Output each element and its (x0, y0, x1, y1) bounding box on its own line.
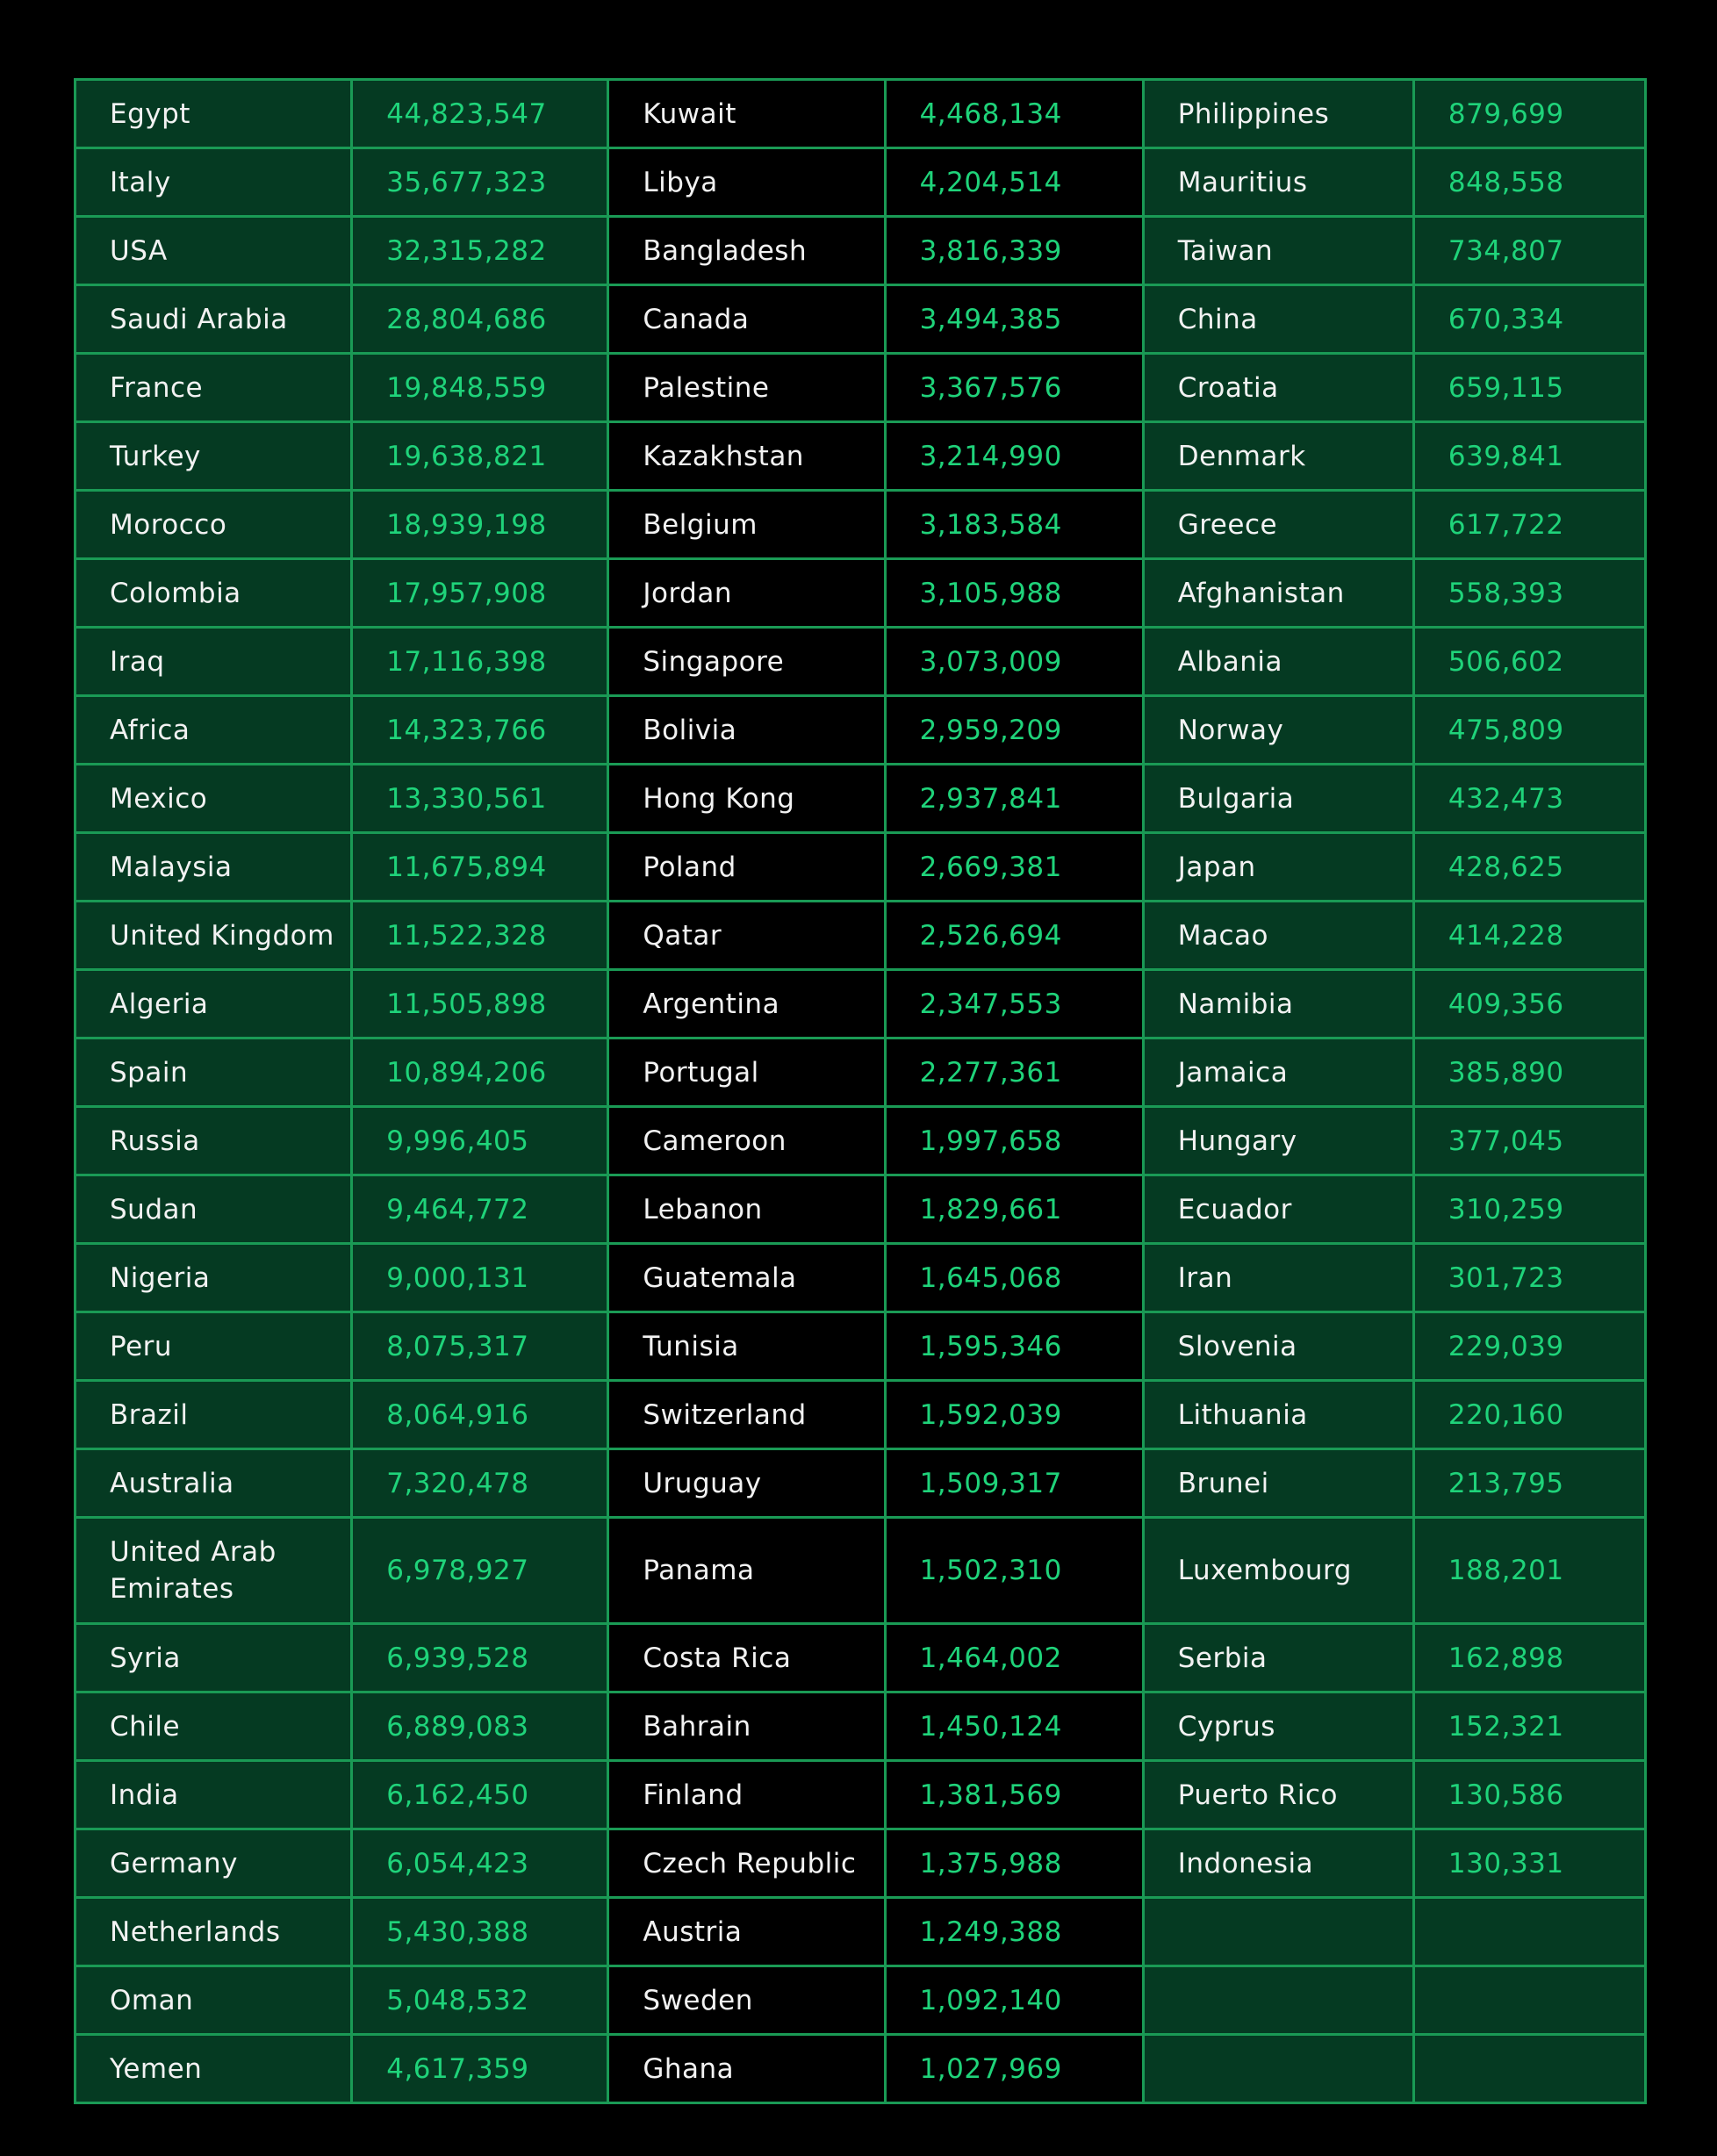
country-name-cell: Panama (608, 1518, 885, 1624)
table-row (75, 1761, 1646, 1829)
country-name-cell: Germany (75, 1829, 352, 1898)
country-name-cell: Bulgaria (1143, 765, 1413, 833)
country-name-cell (1143, 1898, 1413, 1966)
country-name-cell: Albania (1143, 628, 1413, 696)
country-name-cell: Kuwait (608, 80, 885, 148)
table-row (75, 1312, 1646, 1381)
country-value-cell: 32,315,282 (352, 217, 608, 285)
country-value-cell (1413, 2035, 1645, 2103)
table-row (75, 1381, 1646, 1449)
country-value-cell: 3,816,339 (885, 217, 1143, 285)
table-row (75, 354, 1646, 422)
table-row (75, 422, 1646, 491)
country-name-cell: Greece (1143, 491, 1413, 559)
country-value-cell: 848,558 (1413, 148, 1645, 217)
country-name-cell: Slovenia (1143, 1312, 1413, 1381)
country-name-cell: Ghana (608, 2035, 885, 2103)
country-name-cell: Mauritius (1143, 148, 1413, 217)
country-value-cell: 1,464,002 (885, 1624, 1143, 1692)
country-name-cell: Bahrain (608, 1692, 885, 1761)
country-name-cell: Bangladesh (608, 217, 885, 285)
table-row (75, 1107, 1646, 1175)
country-name-cell: France (75, 354, 352, 422)
table-row (75, 1966, 1646, 2035)
country-value-cell: 3,214,990 (885, 422, 1143, 491)
country-name-cell: Bolivia (608, 696, 885, 765)
country-value-cell (1413, 1966, 1645, 2035)
country-value-cell: 310,259 (1413, 1175, 1645, 1244)
table-row (75, 1244, 1646, 1312)
country-name-cell: Namibia (1143, 970, 1413, 1038)
country-value-cell: 28,804,686 (352, 285, 608, 354)
table-row (75, 491, 1646, 559)
country-value-cell: 2,526,694 (885, 902, 1143, 970)
country-value-cell: 1,592,039 (885, 1381, 1143, 1449)
country-value-cell: 35,677,323 (352, 148, 608, 217)
country-name-cell: Afghanistan (1143, 559, 1413, 628)
country-value-cell: 17,116,398 (352, 628, 608, 696)
country-name-cell: Syria (75, 1624, 352, 1692)
country-name-cell: Yemen (75, 2035, 352, 2103)
country-value-cell: 385,890 (1413, 1038, 1645, 1107)
country-value-cell: 11,522,328 (352, 902, 608, 970)
country-name-cell: Japan (1143, 833, 1413, 902)
country-name-cell: Denmark (1143, 422, 1413, 491)
country-name-cell: Mexico (75, 765, 352, 833)
country-name-cell: Guatemala (608, 1244, 885, 1312)
country-value-cell: 1,509,317 (885, 1449, 1143, 1518)
country-value-cell (1413, 1898, 1645, 1966)
country-value-cell: 13,330,561 (352, 765, 608, 833)
country-name-cell: Finland (608, 1761, 885, 1829)
table-row (75, 1449, 1646, 1518)
country-name-cell: Peru (75, 1312, 352, 1381)
country-value-cell: 9,000,131 (352, 1244, 608, 1312)
table-row (75, 1624, 1646, 1692)
country-value-cell: 44,823,547 (352, 80, 608, 148)
country-name-cell: Algeria (75, 970, 352, 1038)
table-row (75, 217, 1646, 285)
country-value-cell: 734,807 (1413, 217, 1645, 285)
country-name-cell: Canada (608, 285, 885, 354)
country-name-cell: Czech Republic (608, 1829, 885, 1898)
country-value-cell: 188,201 (1413, 1518, 1645, 1624)
country-value-cell: 5,430,388 (352, 1898, 608, 1966)
country-value-cell: 414,228 (1413, 902, 1645, 970)
country-value-cell: 506,602 (1413, 628, 1645, 696)
country-name-cell: Chile (75, 1692, 352, 1761)
country-name-cell: Lebanon (608, 1175, 885, 1244)
country-value-cell: 2,937,841 (885, 765, 1143, 833)
country-name-cell: Italy (75, 148, 352, 217)
country-name-cell: Morocco (75, 491, 352, 559)
country-value-cell: 17,957,908 (352, 559, 608, 628)
country-name-cell: Switzerland (608, 1381, 885, 1449)
country-value-cell: 432,473 (1413, 765, 1645, 833)
country-value-cell: 639,841 (1413, 422, 1645, 491)
country-value-cell: 9,996,405 (352, 1107, 608, 1175)
country-name-cell: Hungary (1143, 1107, 1413, 1175)
country-name-cell: Norway (1143, 696, 1413, 765)
country-value-cell: 3,105,988 (885, 559, 1143, 628)
table-row (75, 2035, 1646, 2103)
table-row (75, 696, 1646, 765)
country-value-cell: 1,381,569 (885, 1761, 1143, 1829)
table-row (75, 970, 1646, 1038)
country-name-cell: Macao (1143, 902, 1413, 970)
country-value-cell: 130,586 (1413, 1761, 1645, 1829)
country-name-cell: Tunisia (608, 1312, 885, 1381)
country-name-cell: Nigeria (75, 1244, 352, 1312)
country-value-cell: 2,347,553 (885, 970, 1143, 1038)
country-value-cell: 409,356 (1413, 970, 1645, 1038)
country-value-cell: 162,898 (1413, 1624, 1645, 1692)
country-value-cell: 19,638,821 (352, 422, 608, 491)
table-row (75, 1898, 1646, 1966)
table-row (75, 80, 1646, 148)
country-value-cell: 8,075,317 (352, 1312, 608, 1381)
country-name-cell: Austria (608, 1898, 885, 1966)
country-value-cell: 7,320,478 (352, 1449, 608, 1518)
country-value-cell: 428,625 (1413, 833, 1645, 902)
country-value-cell: 3,367,576 (885, 354, 1143, 422)
country-value-cell: 301,723 (1413, 1244, 1645, 1312)
country-value-cell: 377,045 (1413, 1107, 1645, 1175)
table-row (75, 902, 1646, 970)
country-value-cell: 3,073,009 (885, 628, 1143, 696)
country-name-cell: Taiwan (1143, 217, 1413, 285)
country-value-cell: 617,722 (1413, 491, 1645, 559)
country-name-cell: Luxembourg (1143, 1518, 1413, 1624)
country-name-cell: Lithuania (1143, 1381, 1413, 1449)
country-name-cell (1143, 2035, 1413, 2103)
table-row (75, 285, 1646, 354)
country-name-cell: Brunei (1143, 1449, 1413, 1518)
country-name-cell: Portugal (608, 1038, 885, 1107)
country-value-cell: 1,375,988 (885, 1829, 1143, 1898)
country-name-cell: Colombia (75, 559, 352, 628)
country-name-cell: Singapore (608, 628, 885, 696)
country-value-cell: 3,494,385 (885, 285, 1143, 354)
country-name-cell: China (1143, 285, 1413, 354)
country-value-cell: 14,323,766 (352, 696, 608, 765)
country-name-cell: United Arab Emirates (75, 1518, 352, 1624)
table-row (75, 1175, 1646, 1244)
table-row (75, 765, 1646, 833)
country-name-cell: United Kingdom (75, 902, 352, 970)
country-value-cell: 1,502,310 (885, 1518, 1143, 1624)
country-name-cell: Jamaica (1143, 1038, 1413, 1107)
country-name-cell: India (75, 1761, 352, 1829)
country-name-cell: Egypt (75, 80, 352, 148)
country-value-cell: 11,505,898 (352, 970, 608, 1038)
country-name-cell (1143, 1966, 1413, 2035)
country-value-cell: 220,160 (1413, 1381, 1645, 1449)
country-name-cell: Netherlands (75, 1898, 352, 1966)
country-name-cell: USA (75, 217, 352, 285)
country-name-cell: Africa (75, 696, 352, 765)
country-value-cell: 1,645,068 (885, 1244, 1143, 1312)
country-value-cell: 670,334 (1413, 285, 1645, 354)
country-value-cell: 8,064,916 (352, 1381, 608, 1449)
country-value-cell: 1,595,346 (885, 1312, 1143, 1381)
country-value-cell: 1,450,124 (885, 1692, 1143, 1761)
country-value-cell: 2,959,209 (885, 696, 1143, 765)
country-name-cell: Sudan (75, 1175, 352, 1244)
country-name-cell: Puerto Rico (1143, 1761, 1413, 1829)
table-row (75, 1518, 1646, 1624)
country-value-cell: 4,204,514 (885, 148, 1143, 217)
country-name-cell: Iran (1143, 1244, 1413, 1312)
country-value-cell: 475,809 (1413, 696, 1645, 765)
country-value-cell: 659,115 (1413, 354, 1645, 422)
country-name-cell: Uruguay (608, 1449, 885, 1518)
country-value-cell: 4,468,134 (885, 80, 1143, 148)
country-name-cell: Argentina (608, 970, 885, 1038)
country-name-cell: Philippines (1143, 80, 1413, 148)
country-value-cell: 3,183,584 (885, 491, 1143, 559)
country-name-cell: Kazakhstan (608, 422, 885, 491)
country-name-cell: Spain (75, 1038, 352, 1107)
country-name-cell: Jordan (608, 559, 885, 628)
country-name-cell: Ecuador (1143, 1175, 1413, 1244)
country-name-cell: Brazil (75, 1381, 352, 1449)
country-value-cell: 6,978,927 (352, 1518, 608, 1624)
country-name-cell: Costa Rica (608, 1624, 885, 1692)
country-value-cell: 2,277,361 (885, 1038, 1143, 1107)
country-name-cell: Poland (608, 833, 885, 902)
country-name-cell: Malaysia (75, 833, 352, 902)
country-value-cell: 6,162,450 (352, 1761, 608, 1829)
country-name-cell: Palestine (608, 354, 885, 422)
country-value-cell: 130,331 (1413, 1829, 1645, 1898)
country-name-cell: Oman (75, 1966, 352, 2035)
country-value-cell: 11,675,894 (352, 833, 608, 902)
country-name-cell: Iraq (75, 628, 352, 696)
country-value-cell: 213,795 (1413, 1449, 1645, 1518)
country-value-cell: 1,092,140 (885, 1966, 1143, 2035)
country-value-cell: 229,039 (1413, 1312, 1645, 1381)
country-value-cell: 6,939,528 (352, 1624, 608, 1692)
country-value-cell: 9,464,772 (352, 1175, 608, 1244)
country-value-cell: 10,894,206 (352, 1038, 608, 1107)
country-name-cell: Australia (75, 1449, 352, 1518)
country-name-cell: Russia (75, 1107, 352, 1175)
country-value-table (74, 78, 1647, 2104)
country-name-cell: Qatar (608, 902, 885, 970)
country-value-cell: 1,997,658 (885, 1107, 1143, 1175)
country-name-cell: Cyprus (1143, 1692, 1413, 1761)
country-value-cell: 5,048,532 (352, 1966, 608, 2035)
table-row (75, 628, 1646, 696)
table-row (75, 1692, 1646, 1761)
table-row (75, 1829, 1646, 1898)
country-value-cell: 558,393 (1413, 559, 1645, 628)
country-name-cell: Cameroon (608, 1107, 885, 1175)
country-name-cell: Turkey (75, 422, 352, 491)
table-row (75, 833, 1646, 902)
country-value-cell: 152,321 (1413, 1692, 1645, 1761)
country-name-cell: Hong Kong (608, 765, 885, 833)
country-value-cell: 18,939,198 (352, 491, 608, 559)
table-row (75, 148, 1646, 217)
country-value-cell: 1,027,969 (885, 2035, 1143, 2103)
country-value-cell: 6,889,083 (352, 1692, 608, 1761)
country-value-cell: 4,617,359 (352, 2035, 608, 2103)
country-name-cell: Serbia (1143, 1624, 1413, 1692)
country-value-cell: 6,054,423 (352, 1829, 608, 1898)
table-row (75, 1038, 1646, 1107)
country-value-cell: 2,669,381 (885, 833, 1143, 902)
country-name-cell: Croatia (1143, 354, 1413, 422)
country-value-cell: 1,829,661 (885, 1175, 1143, 1244)
country-value-cell: 1,249,388 (885, 1898, 1143, 1966)
country-value-cell: 19,848,559 (352, 354, 608, 422)
country-name-cell: Saudi Arabia (75, 285, 352, 354)
country-name-cell: Indonesia (1143, 1829, 1413, 1898)
country-name-cell: Libya (608, 148, 885, 217)
country-value-cell: 879,699 (1413, 80, 1645, 148)
table-row (75, 559, 1646, 628)
country-name-cell: Belgium (608, 491, 885, 559)
country-name-cell: Sweden (608, 1966, 885, 2035)
